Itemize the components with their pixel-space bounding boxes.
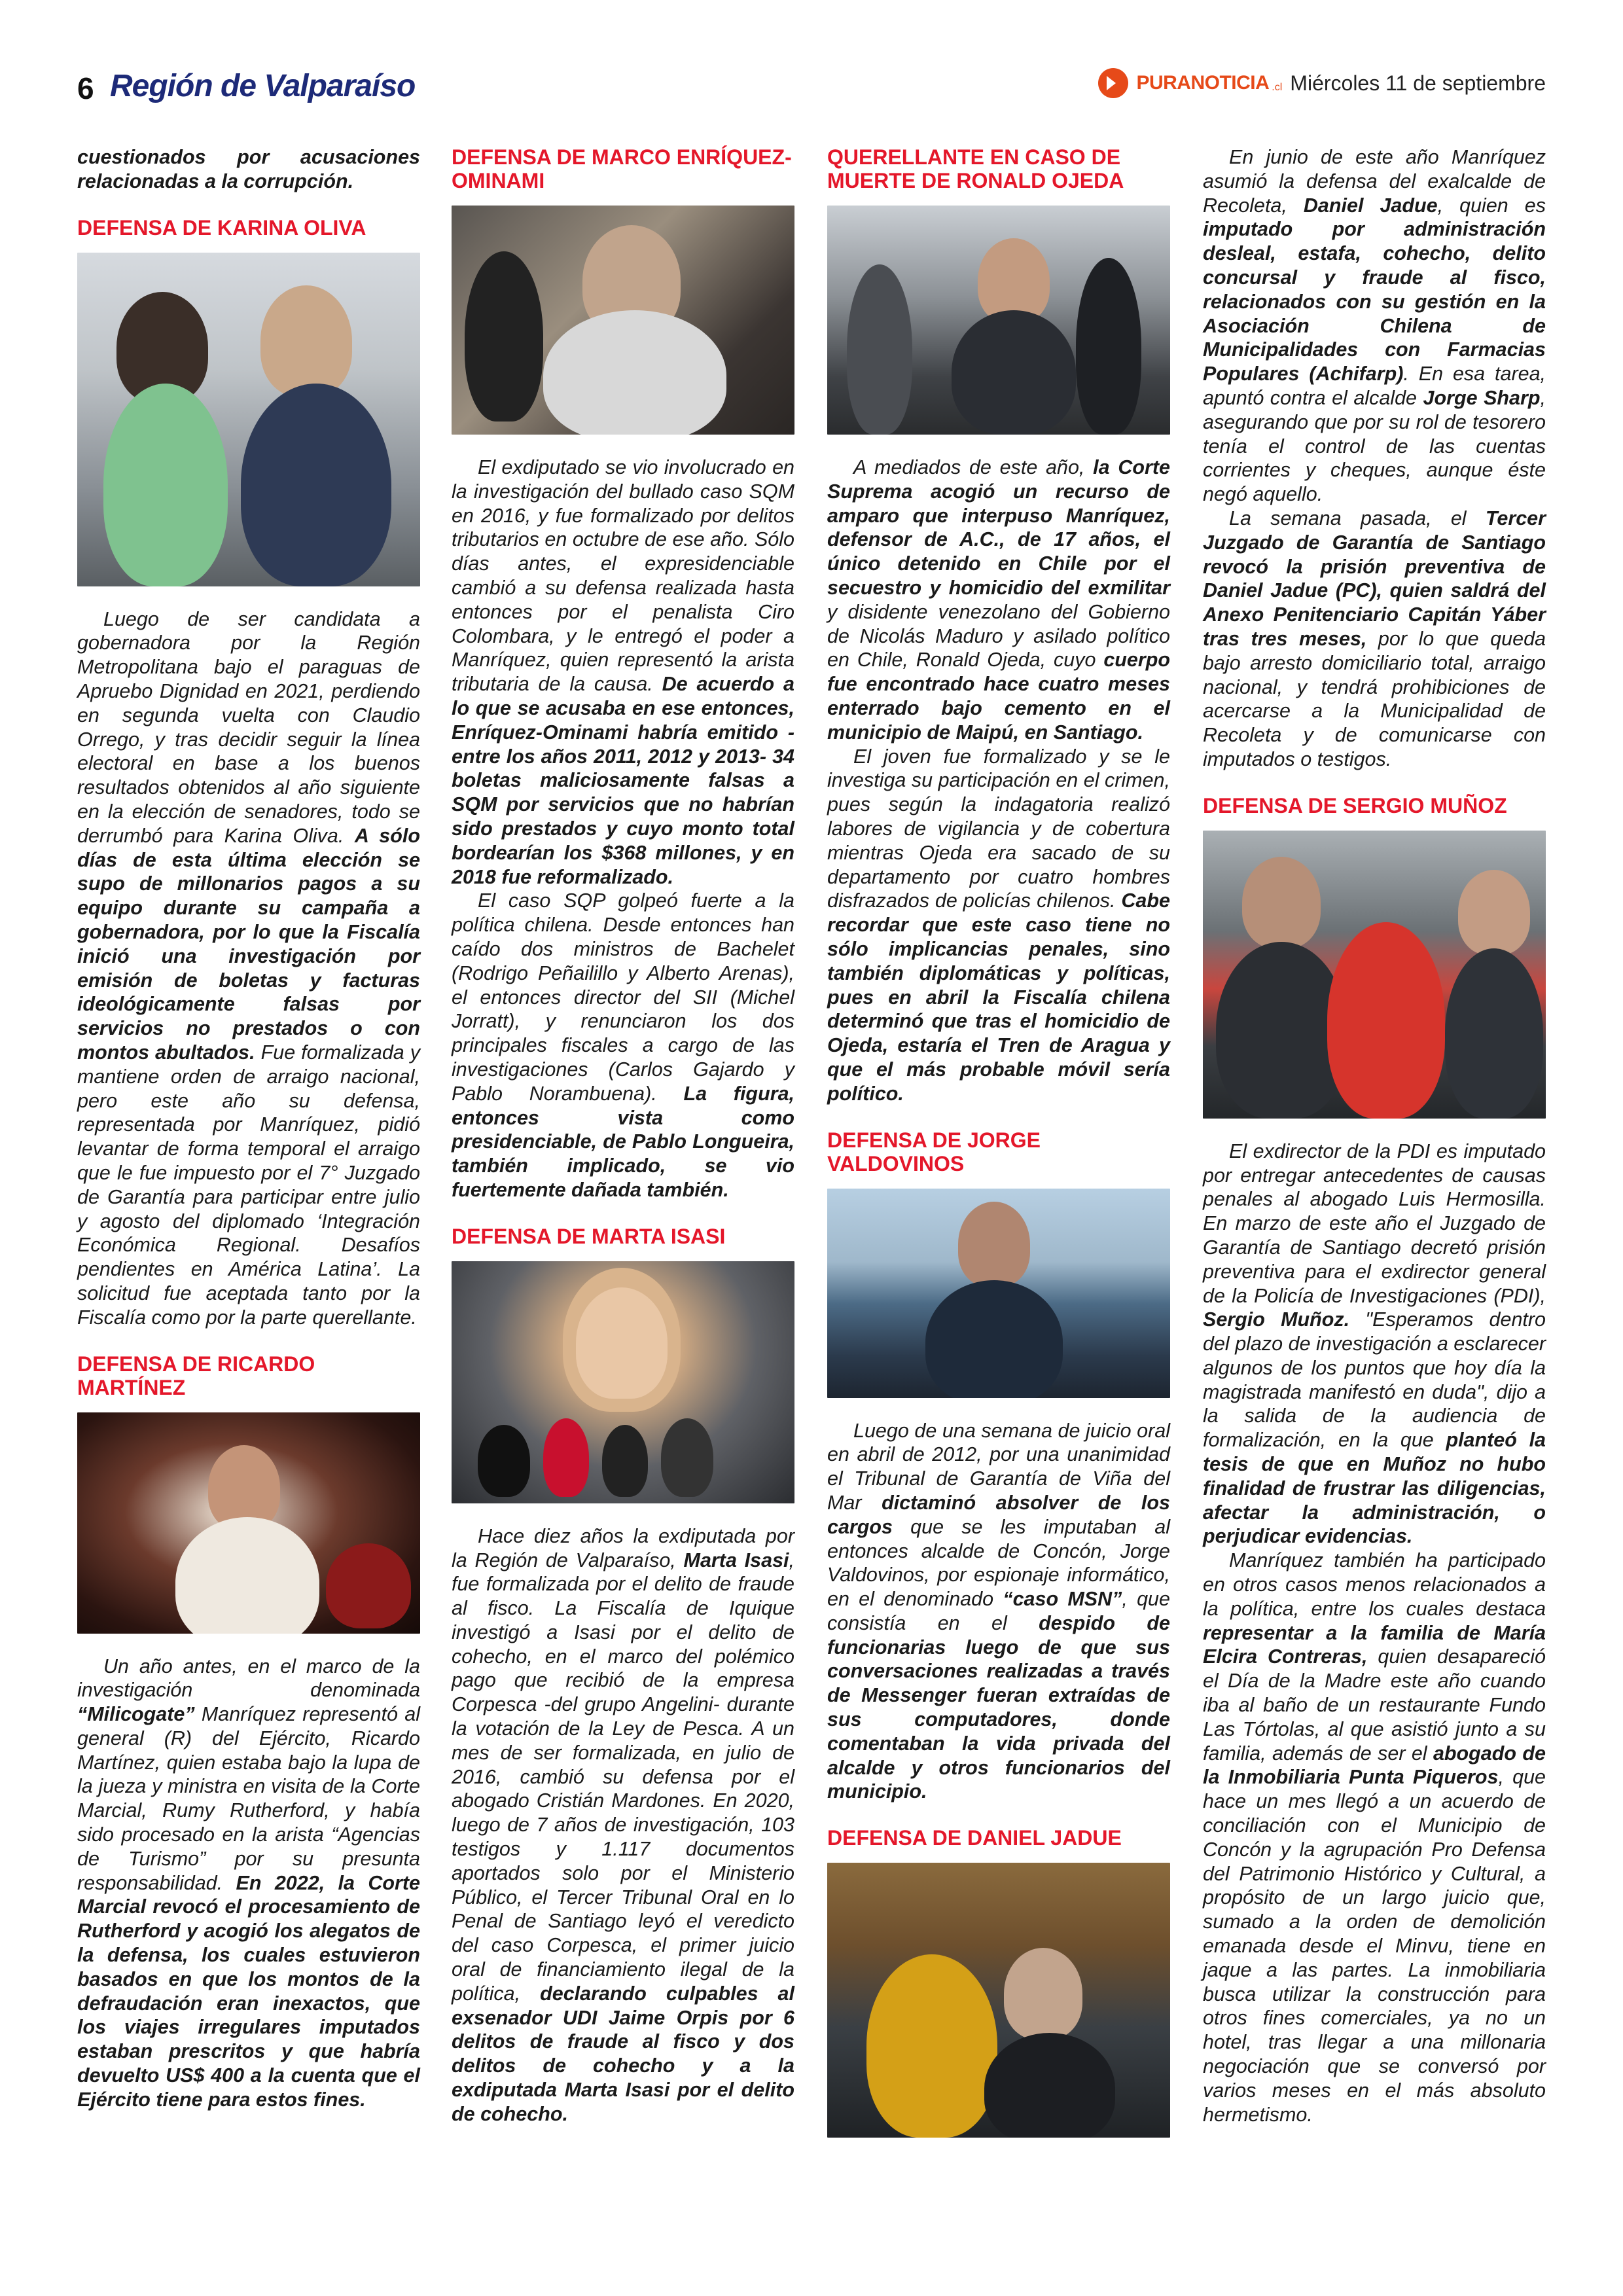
paragraph: Manríquez también ha participado en otros casos menos relacionados a la política, entre los cuales destaca representar a la familia de María Elcira Contreras, quien desapareció el Día de la Madre este año cuando iba al baño de un restaurante Fundo Las Tórtolas, al que asistió junto a su familia, además de ser el abogado de la Inmobiliaria Punta Piqueros, que hace un mes llegó a un acuerdo de conciliación con el Municipio de Concón y la agrupación Pro Defensa del Patrimonio Histórico y Cultural, a propósito de un largo juicio que, sumado a la orden de demolición emanada desde el Minvu, tiene en jaque a las partes. La inmobiliaria busca utilizar la construcción para otros fines comerciales, ya no un hotel, tras llegar a una millonaria negociación que se conversó por varios meses en el más absoluto hermetismo.	[1203, 1549, 1546, 2126]
heading-karina-oliva: DEFENSA DE KARINA OLIVA	[77, 215, 366, 240]
photo-sergio-munoz	[1203, 831, 1546, 1119]
photo-marco-enriquez-ominami	[452, 206, 794, 435]
paragraph: El caso SQP golpeó fuerte a la política chilena. Desde entonces han caído dos ministros de Bachelet (Rodrigo Peñailillo y Alberto Arenas), el entonces director del SII (Michel Jorratt), y renunciaron los dos principales fiscales a cargo de las investigaciones (Carlos Gajardo y Pablo Norambuena). La figura, entonces vista como presidenciable, de Pablo Longueira, también implicado, se vio fuertemente dañada también.	[452, 889, 795, 1201]
column-3	[827, 145, 1170, 2159]
page-header	[0, 0, 1623, 157]
heading-sergio-munoz: DEFENSA DE SERGIO MUÑOZ	[1203, 793, 1507, 817]
heading-ronald-ojeda: QUERELLANTE EN CASO DE MUERTE DE RONALD OJEDA	[827, 145, 1124, 192]
column-4	[1203, 145, 1546, 2126]
issue-date: Miércoles 11 de septiembre	[1290, 71, 1546, 95]
heading-jorge-valdovinos: DEFENSA DE JORGE VALDOVINOS	[827, 1128, 1041, 1175]
brand-name: PURANOTICIA	[1136, 72, 1270, 94]
heading-marco-enriquez-ominami: DEFENSA DE MARCO ENRÍQUEZ-OMINAMI	[452, 145, 792, 192]
paragraph: La semana pasada, el Tercer Juzgado de Garantía de Santiago revocó la prisión preventiva de Daniel Jadue (PC), quien saldrá del Anexo Penitenciario Capitán Yáber tras tres meses, por lo que queda bajo arresto domiciliario total, arraigo nacional, y tendrá prohibiciones de acercarse a la Municipalidad de Recoleta y de comunicarse con imputados o testigos.	[1203, 507, 1546, 770]
paragraph: El exdirector de la PDI es imputado por entregar antecedentes de causas penales al abogado Luis Hermosilla. En marzo de este año el Juzgado de Garantía de Santiago decretó prisión preventiva para el exdirector general de la Policía de Investigaciones (PDI), Sergio Muñoz. "Esperamos dentro del plazo de investigación a esclarecer algunos de los puntos que hoy día la magistrada manifestó en duda", dijo a la salida de la audiencia de formalización, en la que planteó la tesis de que en Muñoz no hubo finalidad de frustrar las diligencias, afectar la administración, o perjudicar evidencias.	[1203, 1139, 1546, 1548]
paragraph: Luego de ser candidata a gobernadora por la Región Metropolitana bajo el paraguas de Apruebo Dignidad en 2021, perdiendo en segunda vuelta con Claudio Orrego, y tras decidir seguir la línea electoral en base a los buenos resultados obtenidos al año siguiente en la elección de senadores, todo se derrumbó para Karina Oliva. A sólo días de esta última elección se supo de millonarios pagos a su equipo durante su campaña a gobernadora, por lo que la Fiscalía inició una investigación por emisión de boletas y facturas ideológicamente falsas por servicios no prestados o con montos abultados. Fue formalizada y mantiene orden de arraigo nacional, pero este año su defensa, representada por Manríquez, pidió levantar de forma temporal el arraigo que le fue impuesto por el 7° Juzgado de Garantía para participar entre julio y agosto del diplomado ‘Integración Económica Regional. Desafíos pendientes en América Latina’. La solicitud fue aceptada tanto por la Fiscalía como por la parte querellante.	[77, 607, 420, 1329]
heading-marta-isasi: DEFENSA DE MARTA ISASI	[452, 1224, 726, 1248]
brand	[1098, 68, 1546, 98]
photo-jorge-valdovinos	[827, 1189, 1170, 1398]
paragraph: Un año antes, en el marco de la investigación denominada “Milicogate” Manríquez representó al general (R) del Ejército, Ricardo Martínez, quien estaba bajo la lupa de la jueza y ministra en visita de la Corte Marcial, Rumy Rutherford, y había sido procesado en la arista “Agencias de Turismo” por su presunta responsabilidad. En 2022, la Corte Marcial revocó el procesamiento de Rutherford y acogió los alegatos de la defensa, los cuales estuvieron basados en que los montos de la defraudación eran inexactos, que los viajes irregulares imputados estaban prescritos y que habría devuelto US$ 400 a la cuenta que el Ejército tiene para estos fines.	[77, 1655, 420, 2111]
section-title: Región de Valparaíso	[110, 69, 416, 103]
paragraph: Hace diez años la exdiputada por la Región de Valparaíso, Marta Isasi, fue formalizada por el delito de fraude al fisco. La Fiscalía de Iquique investigó a Isasi por el delito de cohecho, en el marco del polémico pago que recibió de la empresa Corpesca -del grupo Angelini- durante la votación de la Ley de Pesca. A un mes de ser formalizada, en julio de 2016, cambió su defensa por el abogado Cristián Mardones. En 2020, luego de 7 años de investigación, 103 testigos y 1.117 documentos aportados solo por el Ministerio Público, el Tercer Tribunal Oral en lo Penal de Santiago leyó el veredicto del caso Corpesca, el primer juicio oral de financiamiento ilegal de la política, declarando culpables al exsenador UDI Jaime Orpis por 6 delitos de fraude al fisco y dos delitos de cohecho y a la exdiputada Marta Isasi por el delito de cohecho.	[452, 1524, 794, 2125]
photo-ronald-ojeda-case	[827, 206, 1170, 435]
photo-ricardo-martinez	[77, 1412, 420, 1634]
paragraph: A mediados de este año, la Corte Suprema acogió un recurso de amparo que interpuso Manríquez, defensor de A.C., de 17 años, el único detenido en Chile por el secuestro y homicidio del exmilitar y disidente venezolano del Gobierno de Nicolás Maduro y asilado político en Chile, Ronald Ojeda, cuyo cuerpo fue encontrado hace cuatro meses enterrado bajo cemento en el municipio de Maipú, en Santiago.	[827, 456, 1171, 744]
heading-daniel-jadue: DEFENSA DE DANIEL JADUE	[827, 1826, 1122, 1850]
photo-karina-oliva	[77, 253, 420, 586]
paragraph: Luego de una semana de juicio oral en abril de 2012, por una unanimidad el Tribunal de Garantía de Viña del Mar dictaminó absolver de los cargos que se les imputaban al entonces alcalde de Concón, Jorge Valdovinos, por espionaje informático, en el denominado “caso MSN”, que consistía en el despido de funcionarias luego de que sus conversaciones realizadas a través de Messenger fueran extraídas de sus computadores, donde comentaban la vida privada del alcalde y otros funcionarios del municipio.	[827, 1419, 1171, 1803]
lead-text: cuestionados por acusaciones relacionadas a la corrupción.	[77, 146, 420, 192]
photo-marta-isasi	[452, 1261, 794, 1503]
heading-ricardo-martinez: DEFENSA DE RICARDO MARTÍNEZ	[77, 1352, 315, 1399]
paragraph: En junio de este año Manríquez asumió la defensa del exalcalde de Recoleta, Daniel Jadue, quien es imputado por administración desleal, estafa, cohecho, delito concursal y fraude al fisco, relacionados con su gestión en la Asociación Chilena de Municipalidades con Farmacias Populares (Achifarp). En esa tarea, apuntó contra el alcalde Jorge Sharp, asegurando que por su rol de tesorero tenía el control de las cuentas corrientes y cheques, aunque éste negó aquello.	[1203, 146, 1546, 506]
column-2	[452, 145, 794, 2126]
page-number: 6	[77, 71, 94, 105]
brand-suffix: .cl	[1272, 82, 1283, 93]
puranoticia-logo-icon	[1098, 68, 1128, 98]
paragraph: El exdiputado se vio involucrado en la investigación del bullado caso SQM en 2016, y fue formalizado por delitos tributarios en octubre de ese año. Sólo días antes, el expresidenciable cambió a su defensa realizada hasta entonces por el penalista Ciro Colombara, y le entregó el poder a Manríquez, quien representó la arista tributaria de la causa. De acuerdo a lo que se acusaba en ese entonces, Enríquez-Ominami habría emitido -entre los años 2011, 2012 y 2013- 34 boletas maliciosamente falsas a SQM por servicios que no habrían sido prestados y cuyo monto total bordearían los $368 millones, y en 2018 fue reformalizado.	[452, 456, 794, 888]
paragraph: El joven fue formalizado y se le investiga su participación en el crimen, pues según la indagatoria realizó labores de vigilancia y de cobertura mientras Ojeda era sacado de su departamento por cuatro hombres disfrazados de policías chilenos. Cabe recordar que este caso tiene no sólo implicancias penales, sino también diplomáticas y políticas, pues en abril la Fiscalía chilena determinó que tras el homicidio de Ojeda, estaría el Tren de Aragua y que el más probable móvil sería político.	[827, 745, 1170, 1105]
column-1	[77, 145, 420, 2112]
photo-daniel-jadue	[827, 1863, 1170, 2138]
